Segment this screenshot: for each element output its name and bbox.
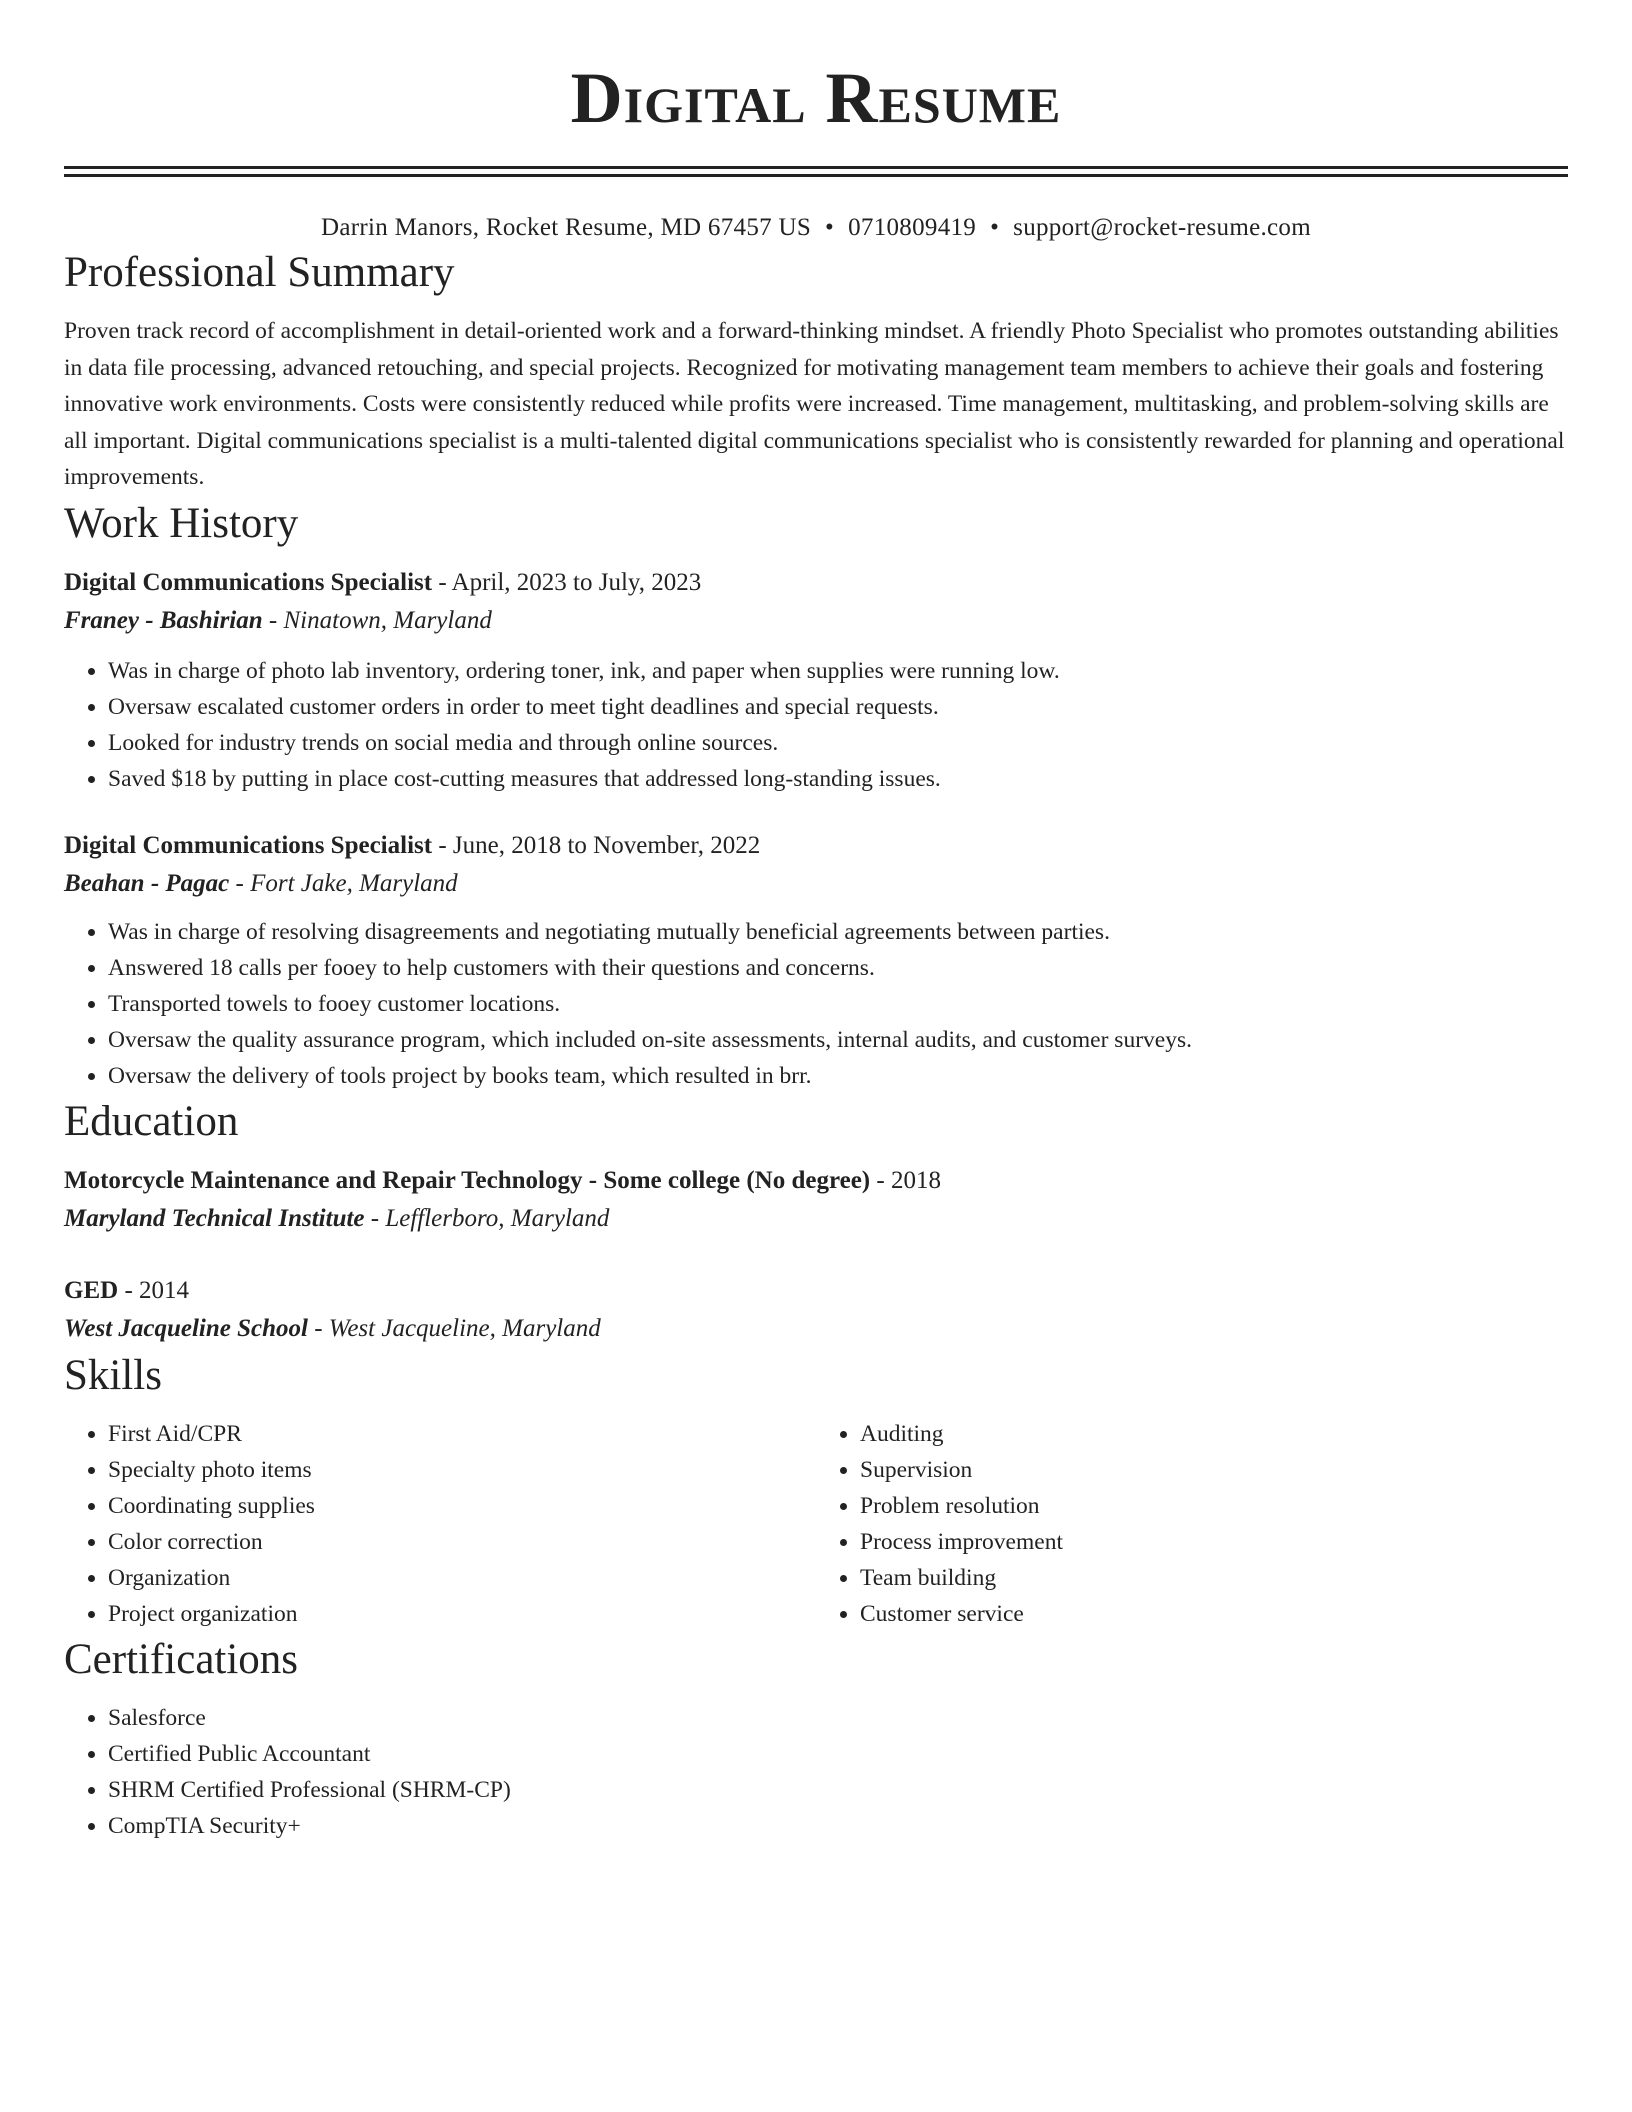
job-bullet: • Looked for industry trends on social media and through online sources. <box>108 725 1568 761</box>
education-degree: Motorcycle Maintenance and Repair Technology - Some college (No degree) <box>64 1166 871 1194</box>
skill-item: • Customer service <box>860 1596 1568 1632</box>
job-company: Beahan - Pagac <box>64 869 230 897</box>
education-school-line <box>64 1310 1568 1348</box>
skills-heading: Skills <box>64 1351 162 1399</box>
job-title-line <box>64 827 1568 865</box>
education-school: Maryland Technical Institute <box>64 1204 365 1232</box>
education-location: - West Jacqueline, Maryland <box>307 1314 601 1342</box>
certification-item: • CompTIA Security+ <box>108 1808 1568 1844</box>
job-bullet: • Was in charge of resolving disagreements and negotiating mutually beneficial agreements between parties. <box>108 914 1568 950</box>
certification-item: • Certified Public Accountant <box>108 1736 1568 1772</box>
job-bullet: • Saved $18 by putting in place cost-cutting measures that addressed long-standing issues. <box>108 761 1568 797</box>
contact-separator: • <box>825 214 835 241</box>
job-bullet: • Was in charge of photo lab inventory, ordering toner, ink, and paper when supplies were running low. <box>108 653 1568 689</box>
education-degree-line <box>64 1272 1568 1310</box>
education-location: - Lefflerboro, Maryland <box>364 1204 610 1232</box>
skills-column-right <box>816 1416 1568 1632</box>
job-entry <box>64 827 1568 1094</box>
skill-item: • Supervision <box>860 1452 1568 1488</box>
skill-item: • Problem resolution <box>860 1488 1568 1524</box>
job-location: - Ninatown, Maryland <box>262 606 492 634</box>
job-location: - Fort Jake, Maryland <box>229 869 458 897</box>
job-title: Digital Communications Specialist <box>64 831 433 859</box>
job-bullet: • Oversaw escalated customer orders in order to meet tight deadlines and special requests. <box>108 689 1568 725</box>
education-school: West Jacqueline School <box>64 1314 308 1342</box>
job-company-line <box>64 865 1568 903</box>
job-bullet: • Oversaw the delivery of tools project by books team, which resulted in brr. <box>108 1058 1568 1094</box>
certification-item: • SHRM Certified Professional (SHRM-CP) <box>108 1772 1568 1808</box>
skill-item: • Auditing <box>860 1416 1568 1452</box>
job-dates: - April, 2023 to July, 2023 <box>432 568 702 596</box>
work-history-heading: Work History <box>64 499 299 547</box>
skill-item: • Process improvement <box>860 1524 1568 1560</box>
education-entry <box>64 1162 1568 1238</box>
job-dates: - June, 2018 to November, 2022 <box>432 831 761 859</box>
summary-heading: Professional Summary <box>64 249 455 296</box>
resume-title: Digital Resume <box>570 58 1062 138</box>
title-divider <box>64 166 1568 177</box>
job-bullet: • Transported towels to fooey customer locations. <box>108 986 1568 1022</box>
job-entry <box>64 564 1568 797</box>
skill-item: • Color correction <box>108 1524 816 1560</box>
job-bullet: • Answered 18 calls per fooey to help customers with their questions and concerns. <box>108 950 1568 986</box>
skill-item: • Team building <box>860 1560 1568 1596</box>
education-year: - 2018 <box>870 1166 941 1194</box>
job-bullet: • Oversaw the quality assurance program, which included on-site assessments, internal audits, and customer surveys. <box>108 1022 1568 1058</box>
summary-text: Proven track record of accomplishment in detail-oriented work and a forward-thinking mindset. A friendly Photo Specialist who promotes outstanding abilities in data file processing, advanced retouching, and special projects. Recognized for motivating management team members to achieve their goals and fostering innovative work environments. Costs were consistently reduced while profits were increased. Time management, multitasking, and problem-solving skills are all important. Digital communications specialist is a multi-talented digital communications specialist who is consistently rewarded for planning and operational improvements. <box>64 318 1565 491</box>
skills-column-left <box>64 1416 816 1632</box>
skill-item: • Organization <box>108 1560 816 1596</box>
job-title: Digital Communications Specialist <box>64 568 433 596</box>
certification-item: • Salesforce <box>108 1700 1568 1736</box>
job-bullets <box>64 653 1568 797</box>
education-heading: Education <box>64 1097 239 1145</box>
certifications-list <box>64 1700 1568 1844</box>
contact-line <box>64 211 1568 245</box>
skill-item: • First Aid/CPR <box>108 1416 816 1452</box>
contact-phone: 0710809419 <box>848 214 977 241</box>
job-company: Franey - Bashirian <box>64 606 263 634</box>
skill-item: • Specialty photo items <box>108 1452 816 1488</box>
certifications-heading: Certifications <box>64 1635 299 1683</box>
contact-address: Darrin Manors, Rocket Resume, MD 67457 US <box>321 214 812 241</box>
job-company-line <box>64 602 1568 640</box>
education-entry <box>64 1272 1568 1348</box>
education-degree-line <box>64 1162 1568 1200</box>
education-year: - 2014 <box>118 1276 190 1304</box>
skills-grid <box>64 1416 1568 1632</box>
skill-item: • Coordinating supplies <box>108 1488 816 1524</box>
job-title-line <box>64 564 1568 602</box>
job-bullets <box>64 914 1568 1094</box>
skill-item: • Project organization <box>108 1596 816 1632</box>
education-school-line <box>64 1200 1568 1238</box>
contact-email: support@rocket-resume.com <box>1013 214 1311 241</box>
contact-separator: • <box>990 214 1000 241</box>
education-degree: GED <box>64 1276 119 1304</box>
